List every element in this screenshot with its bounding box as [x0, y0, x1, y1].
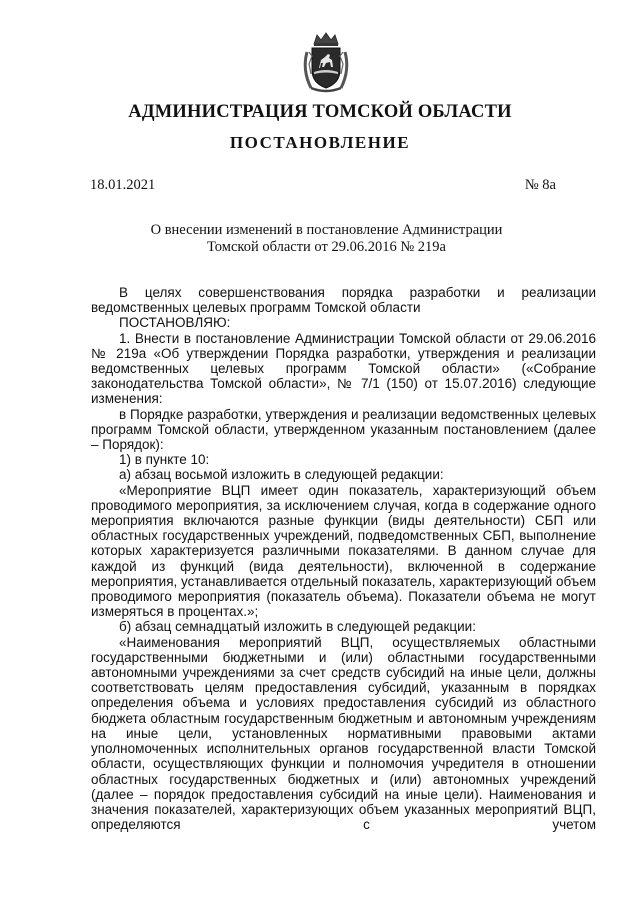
- preamble-paragraph: В целях совершенствования порядка разработки и реализации ведомственных целевых программ Томской области: [91, 285, 596, 316]
- document-body: [91, 285, 596, 832]
- document-subject: [90, 222, 563, 256]
- subitem-1a-paragraph: а) абзац восьмой изложить в следующей редакции:: [119, 467, 444, 483]
- document-type-heading: ПОСТАНОВЛЕНИЕ: [229, 133, 411, 152]
- organization-title: АДМИНИСТРАЦИЯ ТОМСКОЙ ОБЛАСТИ: [128, 102, 512, 122]
- subject-line-2: Томской области от 29.06.2016 № 219а: [207, 239, 446, 255]
- quote-1-paragraph: «Мероприятие ВЦП имеет один показатель, характеризующий объем проводимого мероприятия, за исключением случая, когда в содержание одного мероприятия включаются разные функции (виды деятельности) СБП или областных государственных учреждений, подведомственных СБП, выполнение которых характеризуется различными показателями. В данном случае для каждой из функций (вида деятельности), включенной в содержание мероприятия, устанавливается отдельный показатель, характеризующий объем проводимого мероприятия (показатель объема). Показатели объема не могут измеряться в процентах.»;: [91, 482, 596, 620]
- coat-of-arms-emblem: [299, 30, 353, 94]
- subitem-1b-paragraph: б) абзац семнадцатый изложить в следующей редакции:: [119, 619, 476, 635]
- quote-2-paragraph: «Наименования мероприятий ВЦП, осуществляемых областными государственными бюджетными и (или) областными государственными автономными учреждениями за счет средств субсидий на иные цели, должны соответствовать целям предоставления субсидий, указанным в порядках определения объема и условиях предоставления субсидий из областного бюджета областным государственным бюджетным и автономным учреждениям на иные цели, установленных нормативными правовыми актами уполномоченных исполнительных органов государственной власти Томской области, осуществляющих функции и полномочия учредителя в отношении областных государственных бюджетных и (или) автономных учреждений (далее – порядок предоставления субсидий на иные цели). Наименования и значения показателей, характеризующих объем указанных мероприятий ВЦП, определяются с учетом: [91, 634, 596, 833]
- subitem-1-paragraph: 1) в пункте 10:: [119, 452, 210, 468]
- subject-line-1: О внесении изменений в постановление Администрации: [150, 222, 503, 238]
- document-number: № 8а: [524, 177, 556, 193]
- item-1-paragraph: 1. Внести в постановление Администрации Томской области от 29.06.2016 № 219а «Об утверждении Порядка разработки, утверждения и реализации ведомственных целевых программ Томской области» («Собрание законодательства Томской области», № 7/1 (150) от 15.07.2016) следующие изменения:: [91, 330, 596, 407]
- item-1-intro-paragraph: в Порядке разработки, утверждения и реализации ведомственных целевых программ Томской области, утвержденном указанным постановлением (далее – Порядок):: [91, 406, 596, 453]
- document-date: 18.01.2021: [90, 177, 156, 193]
- decree-keyword: ПОСТАНОВЛЯЮ:: [119, 315, 231, 331]
